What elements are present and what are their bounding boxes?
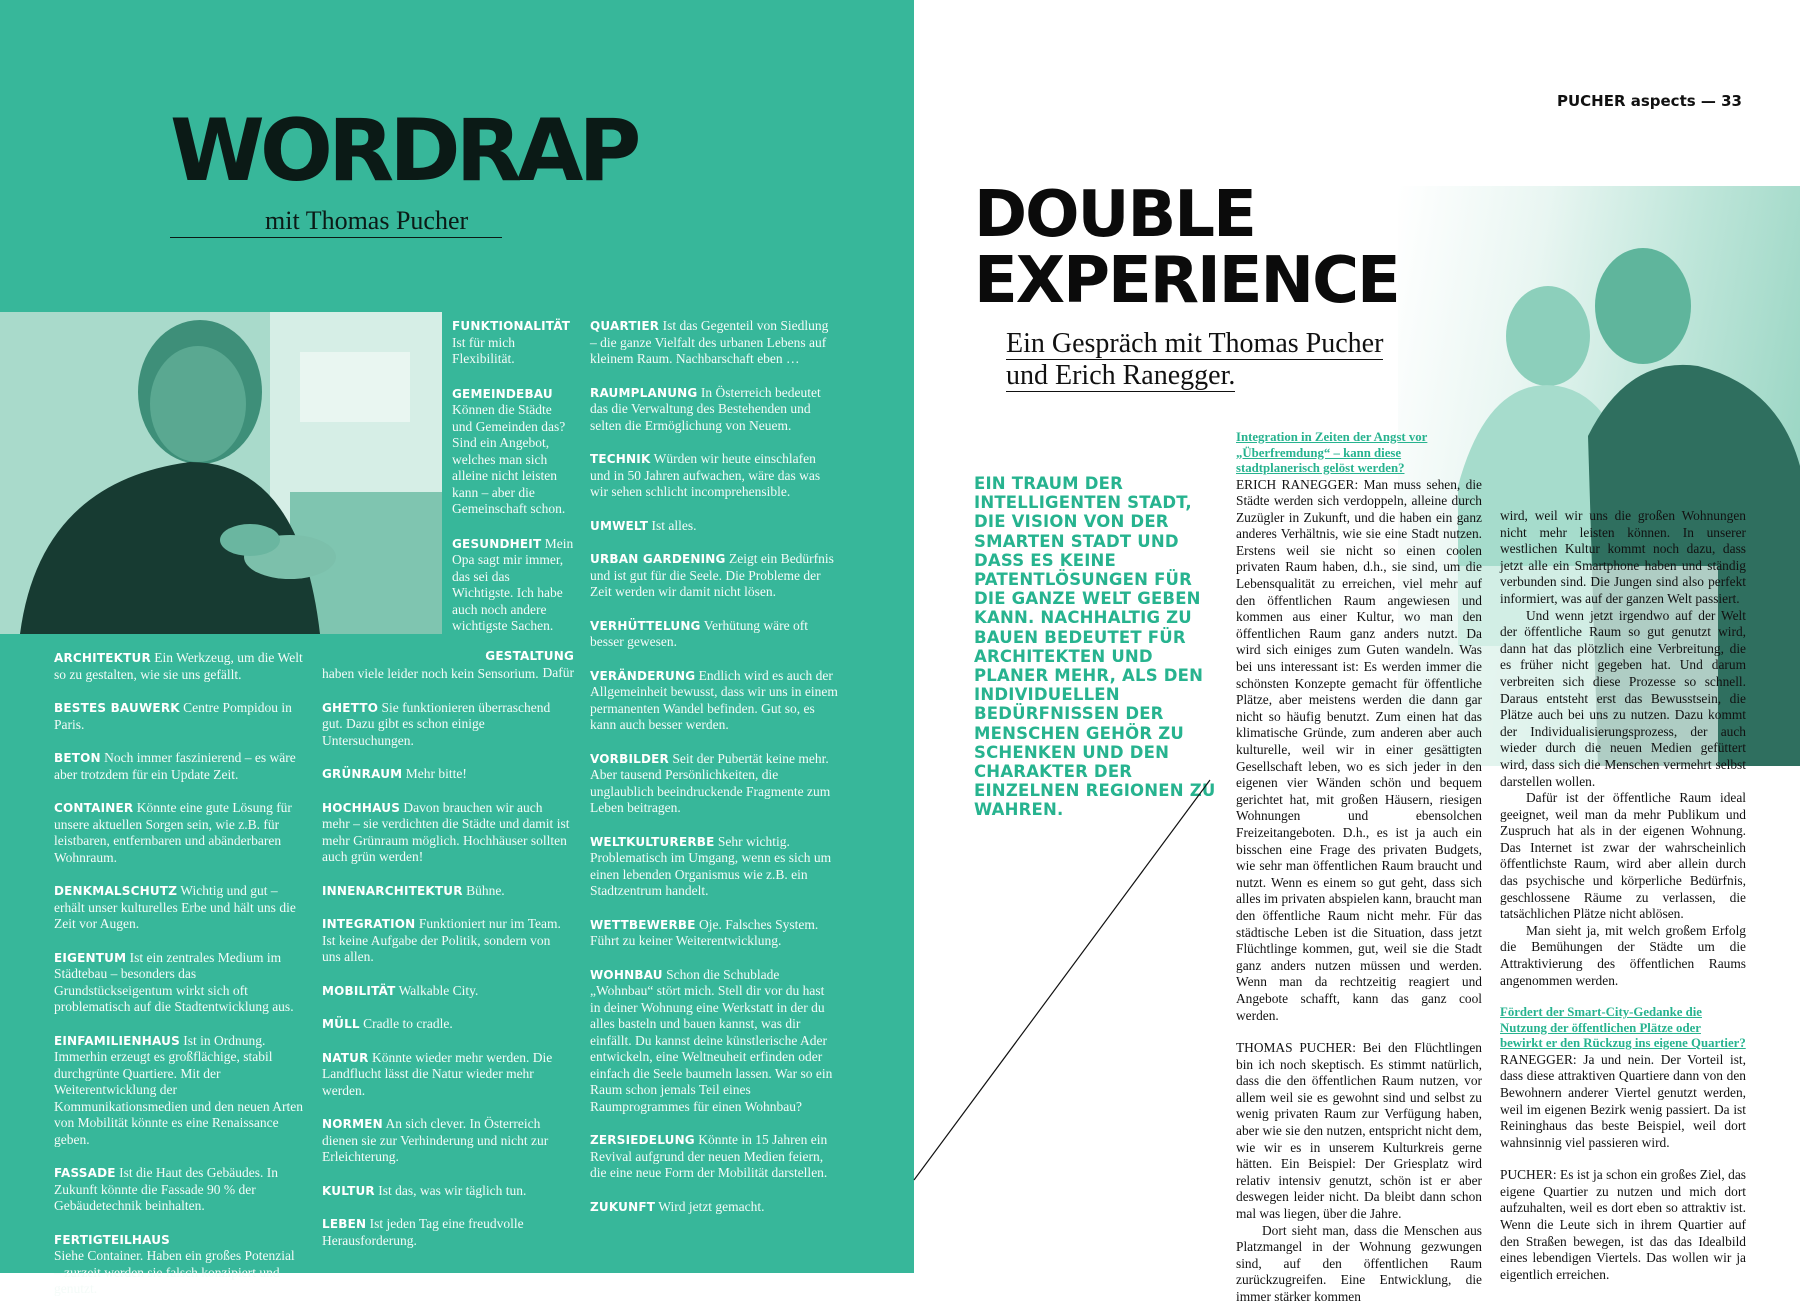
article-column-2 xyxy=(1500,508,1746,1283)
right-page-double-experience xyxy=(914,0,1800,1304)
wordrap-entry: ZUKUNFT Wird jetzt gemacht. xyxy=(590,1198,765,1214)
wordrap-entry: VERHÜTTELUNG Verhütung wäre oft besser gewesen. xyxy=(590,617,808,649)
wordrap-entry: BETON Noch immer faszinierend – es wäre aber trotzdem für ein Update Zeit. xyxy=(54,750,296,782)
article-paragraph: Dafür ist der öffentliche Raum ideal geeignet, weil man da mehr Publikum und Zuspruch hat als in der eigenen Wohnung. Das Internet ist zwar der wahrscheinlich öffentlichste Raum, wird aber allein durch das psychische und körperliche Bedürfnis, geschlossene Räume zu verlassen, die tatsächlichen Plätze nicht ablösen. xyxy=(1500,790,1746,922)
article-paragraph: Man sieht ja, mit welch großem Erfolg die Bemühungen der Städte um die Attraktivierung des öffentlichen Raums angenommen werden. xyxy=(1500,922,1746,988)
article-paragraph: ERICH RANEGGER: Man muss sehen, die Städte werden sich verdoppeln, alleine durch Zuzügler in Zukunft, und die haben ein ganz anderes Verhältnis, wie sie eine Stadt nutzen. Erstens weil sie nicht so einen coolen privaten Raum haben, d.h., sie sind, um die Lebensqualität zu erreichen, viel mehr auf den öffentlichen Raum angewiesen und kommen aus einer Kultur, wo man den öffentlichen Raum ganz anders nutzt. Da wird sich einiges zum Guten wandeln. Was bei uns interessant ist: Es werden immer die schönsten Konzepte gemacht für öffentliche Plätze, aber meistens werden die dann gar nicht so häufig benutzt. Zum einen hat das klimatische Gründe, zum anderen aber auch kulturelle, weil wir in einer gesättigten Gesellschaft leben, wo es sich jeder in den eigenen vier Wänden schön und bequem gerichtet hat, mit großen Häusern, riesigen Wohnungen und ebensolchen Freizeitangeboten. D.h., es ist ja auch ein bisschen eine Frage des privaten Budgets, wie sehr man öffentlichen Raum braucht und nutzt. Wenn es einem so gut geht, dass sich alles im privaten abspielen kann, braucht man den öffentliche Raum nicht mehr. Für das städtische Leben ist die Situation, dass jetzt Flüchtlinge kommen, gut, weil sie die Stadt ganz anders nutzen müssen und werden. Wenn man da rechtzeitig reagiert und Angebote schafft, kann das ganz cool werden. xyxy=(1236,476,1482,1023)
article-paragraph: Dort sieht man, dass die Menschen aus Platzmangel in der Wohnung gezwungen sind, auf den öffentlichen Raum zurückzugreifen. Eine Entwicklung, die immer stärker kommen xyxy=(1236,1222,1482,1304)
article-paragraph: PUCHER: Es ist ja schon ein großes Ziel, das eigene Quartier zu nutzen und mich dort aufzuhalten, weil es dort eben so attraktiv ist. Wenn die Leute sich in ihrem Quartier auf den Straßen bewegen, ist das das Idealbild eines lebendigen Viertels. Das wollen wir ja eigentlich erreichen. xyxy=(1500,1167,1746,1282)
wordrap-entry: NORMEN An sich clever. In Österreich dienen sie zur Verhinderung und nicht zur Erleichterung. xyxy=(322,1116,549,1164)
wordrap-entry: URBAN GARDENING Zeigt ein Bedürfnis und ist gut für die Seele. Die Probleme der Zeit werden wir damit nicht lösen. xyxy=(590,551,834,599)
wordrap-entry: HOCHHAUS Davon brauchen wir auch mehr – sie verdichten die Städte und damit ist mehr Grünraum möglich. Hochhäuser sollten auch grün werden! xyxy=(322,799,570,864)
wordrap-subtitle: mit Thomas Pucher xyxy=(170,205,502,238)
wordrap-entry: FASSADE Ist die Haut des Gebäudes. In Zukunft könnte die Fassade 90 % der Gebäudetechnik beinhalten. xyxy=(54,1165,279,1213)
article-column-1 xyxy=(1236,430,1482,1306)
article-title: DOUBLE EXPERIENCE xyxy=(974,178,1399,318)
wordrap-entry: ZERSIEDELUNG Könnte in 15 Jahren ein Revival aufgrund der neuen Medien feiern, die eine neue Form der Mobilität darstellen. xyxy=(590,1132,828,1180)
article-paragraph: Und wenn jetzt irgendwo auf der Welt der öffentliche Raum so gut genutzt wird, dann hat das plötzlich eine Verbreitung, die es früher nicht gegeben hat. Und darum verbreiten sich diese Prozesse so schnell. Daraus entsteht erst das Bewusstsein, die Plätze auch bei uns zu nutzen. Dazu kommt der Individualisierungsprozess, der auch wieder durch die neuen Medien gefüttert wird, dass sich die Menschen vermehrt selbst darstellen wollen. xyxy=(1500,607,1746,789)
wordrap-entry: FUNKTIONALITÄT Ist für mich Flexibilität. xyxy=(452,319,571,366)
wordrap-entry: RAUMPLANUNG In Österreich bedeutet das die Verwaltung des Bestehenden und selten die Ermöglichung von Neuem. xyxy=(590,384,821,433)
wordrap-column-b xyxy=(54,650,304,1315)
page-folio: PUCHER aspects — 33 xyxy=(1556,92,1742,110)
wordrap-entry: VERÄNDERUNG Endlich wird es auch der Allgemeinheit bewusst, dass wir uns in einem permanenten Wandel befinden. Gut so, es kann auch besser werden. xyxy=(590,667,838,732)
wordrap-column-d xyxy=(590,318,838,1232)
wordrap-title: WORDRAP xyxy=(170,101,637,201)
wordrap-entry: CONTAINER Könnte eine gute Lösung für unsere aktuellen Sorgen sein, wie z.B. für leistbaren, entfernbaren und abänderbaren Wohnraum. xyxy=(54,800,292,865)
portrait-illustration xyxy=(0,312,442,634)
wordrap-entry: WETTBEWERBE Oje. Falsches System. Führt zu keiner Weiterentwicklung. xyxy=(590,916,819,948)
wordrap-entry: GRÜNRAUM Mehr bitte! xyxy=(322,766,467,781)
wordrap-entry: GESTALTUNG Dafür xyxy=(485,649,574,680)
wordrap-entry: INTEGRATION Funktioniert nur im Team. Ist keine Aufgabe der Politik, sondern von uns allen. xyxy=(322,916,561,964)
interview-question: Fördert der Smart-City-Gedanke die Nutzung der öffentlichen Plätze oder bewirkt er den Rückzug ins eigene Quartier? xyxy=(1500,1005,1746,1051)
article-subtitle: Ein Gespräch mit Thomas Pucher und Erich Ranegger. xyxy=(1006,328,1384,391)
wordrap-entry: NATUR Könnte wieder mehr werden. Die Landflucht lässt die Natur wieder mehr werden. xyxy=(322,1049,553,1098)
portrait-photo-thomas-pucher xyxy=(0,312,442,634)
wordrap-column-a xyxy=(452,318,574,680)
wordrap-entry: INNENARCHITEKTUR Bühne. xyxy=(322,882,505,898)
article-teaser: EIN TRAUM DER INTELLIGENTEN STADT, DIE VISION VON DER SMARTEN STADT UND DASS ES KEINE PATENTLÖSUNGEN FÜR DIE GANZE WELT GEBEN KANN. NACHHALTIG ZU BAUEN BEDEUTET FÜR ARCHITEKTEN UND PLANER MEHR, ALS DEN INDIVIDUELLEN BEDÜRFNISSEN DER MENSCHEN GEHÖR ZU SCHENKEN UND DEN CHARAKTER DER EINZELNEN REGIONEN ZU WAHREN. xyxy=(974,474,1216,820)
wordrap-entry: LEBEN Ist jeden Tag eine freudvolle Herausforderung. xyxy=(322,1216,524,1248)
interview-question: Integration in Zeiten der Angst vor „Überfremdung“ – kann diese stadtplanerisch gelöst werden? xyxy=(1236,430,1428,475)
wordrap-entry: MÜLL Cradle to cradle. xyxy=(322,1016,453,1031)
wordrap-entry: GEMEINDEBAU Können die Städte und Gemeinden das? Sind ein Angebot, welches man sich alleine nicht leisten kann – aber die Gemeinschaft schon. xyxy=(452,386,566,516)
article-paragraph: THOMAS PUCHER: Bei den Flüchtlingen bin ich noch skeptisch. Es stimmt natürlich, dass die den öffentlichen Raum nutzen, vor allem weil sie es gewohnt sind und selbst zu wenig privaten Raum zur Verfügung haben, aber wie sie den nutzen, entspricht nicht dem, wie wir es in unserem Kulturkreis gerne hätten. Ein Beispiel: Der Griesplatz wird relativ intensiv genutzt, schön ist er aber deswegen leider nicht. Da bleibt dann schon mal was liegen, über die Jahre. xyxy=(1236,1040,1482,1222)
wordrap-entry: TECHNIK Würden wir heute einschlafen und in 50 Jahren aufwachen, wäre das was wir sehen schlicht incomprehensible. xyxy=(590,451,821,499)
wordrap-entry: VORBILDER Seit der Pubertät keine mehr. Aber tausend Persönlichkeiten, die unglaublich beeindruckende Fragmente zum Leben beitragen. xyxy=(590,750,831,815)
wordrap-entry: UMWELT Ist alles. xyxy=(590,517,697,533)
wordrap-entry: GHETTO Sie funktionieren überraschend gut. Dazu gibt es schon einige Untersuchungen. xyxy=(322,699,551,748)
wordrap-entry: QUARTIER Ist das Gegenteil von Siedlung – die ganze Vielfalt des urbanen Lebens auf kleinem Raum. Nachbarschaft eben … xyxy=(590,318,829,366)
wordrap-entry: EIGENTUM Ist ein zentrales Medium im Städtebau – besonders das Grundstückseigentum wirkt sich oft problematisch auf die Stadtentwicklung aus. xyxy=(54,949,294,1014)
wordrap-entry: WOHNBAU Schon die Schublade „Wohnbau“ stört mich. Stell dir vor du hast in deiner Wohnung eine Werkstatt in der du alles basteln und bauen kannst, was dir einfällt. Du kannst deine künstlerische Ader entwickeln, eine Weltneuheit erfinden oder einfach die Seele baumeln lassen. War so ein Raum schon jemals Teil eines Raumprogrammes für einen Wohnbau? xyxy=(590,966,833,1114)
wordrap-entry: haben viele leider noch kein Sensorium. xyxy=(322,666,539,681)
wordrap-entry: FERTIGTEILHAUS Siehe Container. Haben ein großes Potenzial – zurzeit werden sie falsch konzipiert und genutzt. xyxy=(54,1232,295,1296)
article-paragraph: wird, weil wir uns die großen Wohnungen nicht mehr leisten können. In unserer westlichen Kultur kommt noch dazu, dass jetzt alle ein Smartphone haben und ständig verbunden sind. Die Jungen sind also perfekt informiert, was auf der ganzen Welt passiert. xyxy=(1500,508,1746,606)
wordrap-entry: MOBILITÄT Walkable City. xyxy=(322,982,479,998)
wordrap-entry: BESTES BAUWERK Centre Pompidou in Paris. xyxy=(54,700,292,732)
wordrap-entry: EINFAMILIENHAUS Ist in Ordnung. Immerhin erzeugt es großflächige, stabil durchgrünte Quartiere. Mit der Weiterentwicklung der Kommunikationsmedien und den neuen Arten von Mobilität könnte es eine Renaissance geben. xyxy=(54,1032,303,1147)
wordrap-entry: KULTUR Ist das, was wir täglich tun. xyxy=(322,1182,527,1198)
wordrap-entry: GESUNDHEIT Mein Opa sagt mir immer, das sei das Wichtigste. Ich habe auch noch andere wichtigste Sachen. xyxy=(452,535,574,633)
wordrap-column-c xyxy=(322,666,570,1266)
article-paragraph: RANEGGER: Ja und nein. Der Vorteil ist, dass diese attraktiven Quartiere dann von den Bewohnern anderer Viertel genutzt werden, weil im eigenen Bezirk wenig passiert. Da ist Reininghaus das beste Beispiel, weil dort wahnsinnig viel passieren wird. xyxy=(1500,1051,1746,1150)
wordrap-entry: WELTKULTURERBE Sehr wichtig. Problematisch im Umgang, wenn es sich um einen lebenden Organismus wie z.B. ein Stadtzentrum handelt. xyxy=(590,833,832,898)
wordrap-entry: ARCHITEKTUR Ein Werkzeug, um die Welt so zu gestalten, wie sie uns gefällt. xyxy=(54,650,303,682)
wordrap-entry: DENKMALSCHUTZ Wichtig und gut – erhält unser kulturelles Erbe und hält uns die Zeit vor Augen. xyxy=(54,883,296,931)
